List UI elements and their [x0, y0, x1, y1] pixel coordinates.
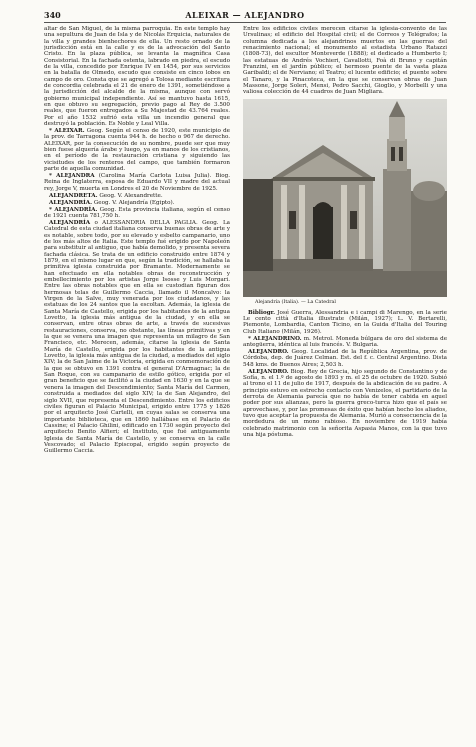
entry: ALEJANDRO. Geog. Localidad de la República Argentina, prov. de Córdoba, dep. de Juárez Celman. Est. del f. c. Central Argentino. Dista 548 kms. de Buenos Aires; 2,503 h.	[243, 349, 447, 368]
entry: * ALEJANDRA (Carolina María Carlota Luisa Julia). Biog. Reina de Inglaterra, esposa de Eduardo VII y madre del actual rey, Jorge V, muerta en Londres el 20 de Noviembre de 1925.	[44, 173, 230, 192]
cathedral-illustration	[243, 99, 447, 297]
entry-headword: * ALEJANDRA	[49, 173, 95, 180]
figure-caption: Alejandría (Italia). — La Catedral	[255, 299, 336, 305]
entry-headword: ALEJANDRO.	[248, 349, 289, 356]
entry: ALEJANDRÍA o ALESSANDRIA DELLA PAGLIA. Geog. La Catedral de esta ciudad italiana conserva buenas obras de arte y es notable, sobre todo, por su elevado y esbelto campanario, uno de los más altos de Italia. Este templo fué erigido por Napoleón para substituir al antiguo, que había demolido, y presenta severa fachada clásica. Se trata de un edificio construido entre 1874 y 1879, en el mismo lugar en que, según la tradición, se hallaba la primitiva iglesia construida por Bramante. Modernamente se han efectuado en ella notables obras de reconstrucción y embellecimiento por los artistas Jorge Isosse y Luis Morgari. Entre las obras notables que en ella se custodian figuran dos hermosas telas de Guillermo Caccia, llamado il Moncalvo: la Virgen de la Salve, muy venerada por los ciudadanos, y las estatuas de los 24 santos que la escoltan. Además, la iglesia de Santa María de Castello, erigida por los habitantes de la antigua Lovetto, la iglesia más antigua de la ciudad, y en ella se conservan, entre otras obras de arte, a través de sucesivas restauraciones, conserva, no obstante, las líneas primitivas y en la que se venera una imagen que representa un milagro de San Francisco, etc. Merecen, además, citarse la iglesia de Santa María de Castello, erigida por los habitantes de la antigua Lovetto, la iglesia más antigua de la ciudad, a mediados del siglo XIV; la de San Jaime de la Victoria, erigida en conmemoración de la que se obtuvo en 1391 contra el general D'Armagnac; la de San Roque, con su campanario de estilo gótico, erigida por el gran beneficio que se facilitó a la ciudad en 1630 y en la que se venera la imagen del Descendimiento; Santa María del Carmen, construida a mediados del siglo XIV; la de San Alejandro, del siglo XVII, que representa el Descendimiento. Entre los edificios civiles figuran el Palacio Municipal, erigido entre 1775 y 1826 por el arquitecto José Cartelli, en cuyas salas se conserva una importante biblioteca, que en 1860 hallábase en el Palacio de Cassine; el Palacio Ghilini, edificado en 1730 según proyecto del arquitecto Benito Alfieri; el Instituto, que fué antiguamente Iglesia de Santa María de Castello, y se conserva en la calle Vescovado; el Palacio Episcopal, erigido según proyecto de Guillermo Caccia.	[44, 219, 230, 455]
entry: ALEJANDRO. Biog. Rey de Grecia, hijo segundo de Constantino y de Sofía, n. el 1.º de agosto de 1893 y m. el 25 de octubre de 1920. Subió al trono el 11 de julio de 1917, después de la abdicación de su padre. A principio estuvo en estrecho contacto con Venizelos, el partidario de la derrota de Alemania parecía que no había de tener cabida en aquel poder por sus alianzas, pero la guerra greco-turca hizo que el país se aprovechase, y, por las promesas de éxito que habían hecho los aliados, tuvo que aceptar la propuesta de Alemania. Murió a consecuencia de la mordedura de un mono rabioso. En noviembre de 1919 había celebrado matrimonio con la señorita Aspasia Manos, con la que tuvo una hija póstuma.	[243, 368, 447, 439]
running-title: ALEIXAR — ALEJANDRO	[185, 10, 305, 20]
entry-headword: ALEJANDRO.	[248, 368, 289, 375]
entry-headword: ALEJANDRÍA	[49, 219, 91, 226]
entry: * ALEJANDRÍA. Geog. Esta provincia italiana, según el censo de 1921 cuenta 781,750 h.	[44, 206, 230, 219]
entry-headword: Bibliogr.	[248, 309, 276, 316]
entry-headword: * ALEJANDRINO.	[248, 335, 302, 342]
entry: * ALEJANDRINO. m. Metrol. Moneda búlgara de oro del sistema de antegüerra, idéntica al luis francés. V. Bulgaria.	[243, 335, 447, 349]
cathedral-photo	[243, 99, 447, 297]
entry: ALEJANDRETA. Geog. V. Alexandrette.	[49, 192, 163, 199]
entry-headword: ALEJANDRETA.	[49, 192, 98, 199]
right-column	[243, 26, 447, 731]
entry-headword: * ALEJANDRÍA.	[49, 206, 98, 213]
paragraph: altar de San Miguel, de la misma parroquia. En este templo hay una sepultura de Juan de Isla y de Nicolás Erquicia, naturales de la villa y grandes bienhechores de ella. Un resto ornado de la jurisdicción está en la calle y es de la advocación del Santo Cristo. En la plaza pública, se levanta la magnífica Casa Consistorial. En la fachada ostenta, labrado en piedra, el escudo de la villa, concedido por Enrique IV en 1454, por sus servicios en la batalla de Olmedo, escudo que consiste en cinco lobos en campo de oro. Consta que se agregó a Tolosa mediante escritura de concordia celebrada el 21 de enero de 1391, sometiéndose a la jurisdicción del alcalde de la misma, aunque con servó gobierno municipal independiente. Así se mantuvo hasta 1615, en que obtuvo su segregación, previo pago al Rey de 3.500 reales, que fueron entregados a Su Majestad de 43.764 reales. Por el año 1532 sufrió esta villa un incendio general que destruyó la población. Es Noble y Leal Villa.	[44, 26, 230, 128]
entry-headword: ALEJANDRÍA.	[49, 199, 93, 206]
paragraph: Entre los edificios civiles merecen citarse la iglesia-convento de las Ursulinas; el edificio del Hospital civil; el de Correos y Telégrafos; la columna dedicada a los alejandrinos muertos en las guerras del renacimiento nacional; el monumento al estadista Urbano Ratazzi (1808-73), del escultor Monteverde (1888); el dedicado a Humberto I; las estatuas de Andrés Vochieri, Cavallotti, Foà di Bruno y capitán Franzini, en el jardín público; el hermoso puente de la vasta plaza Garibaldi; el de Nerviano; el Teatro; el lucente edificio; el puente sobre el Tanaro, y la Pinacoteca, en la que se conservan obras de Juan Massone, Jorge Soleri, Mensi, Pedro Sacchi, Gioglio, y Morbelli y una valiosa colección de 44 cuadros de Juan Migliara.	[243, 26, 447, 96]
left-column	[44, 26, 230, 731]
entry: ALEJANDRÍA. Geog. V. Alejandría (Egipto).	[49, 199, 175, 206]
page-number: 340	[44, 10, 61, 20]
entry: * ALEIXAR. Geog. Según el censo de 1920, este municipio de la prov. de Tarragona cuenta 944 h. de hecho o 967 de derecho. ALEIXAR, por la consecución de su nombre, puede ser que muy bien fuese alquería árabe y luego, ya en manos de los cristianos, en el período de la restauración cristiana y siguiendo las vicisitudes de los renteros del campo, que también formaron parte de aquella comunidad.	[44, 128, 230, 173]
entry: Bibliogr. José Guerra, Alessandria e i campi di Marengo, en la serie Le cento città d'Italia illustrate (Milán, 1927); L. V. Bertarelli, Piemonte, Lombardia, Canton Ticino, en la Guida d'Italia del Touring Club Italiano (Milán, 1926).	[243, 309, 447, 335]
entry-headword: * ALEIXAR.	[49, 128, 85, 135]
page-header	[44, 8, 446, 23]
